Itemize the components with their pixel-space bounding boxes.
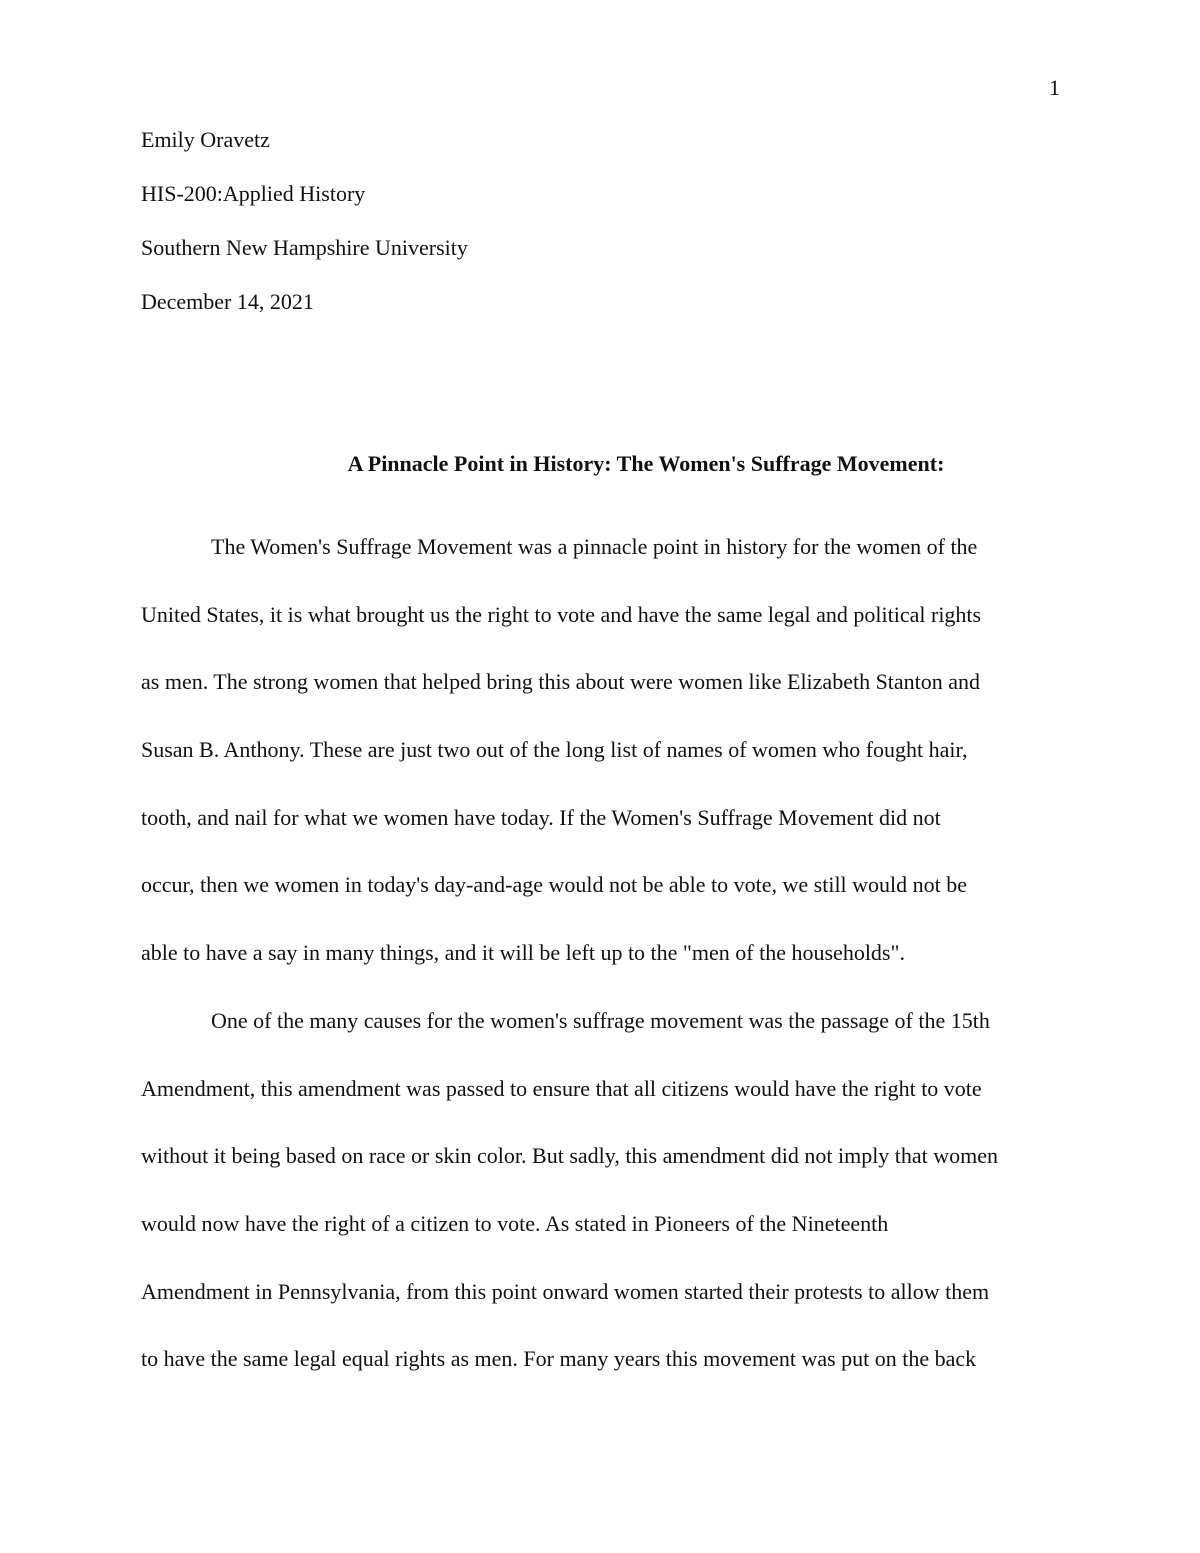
paragraph-2-line-6: to have the same legal equal rights as men. For many years this movement was put on the back (141, 1346, 977, 1372)
document-date: December 14, 2021 (141, 289, 314, 314)
paragraph-2-line-3: without it being based on race or skin color. But sadly, this amendment did not imply that women (141, 1143, 999, 1169)
paragraph-1-line-3: as men. The strong women that helped bring this about were women like Elizabeth Stanton and (141, 669, 981, 695)
document-title: A Pinnacle Point in History: The Women's Suffrage Movement: (347, 451, 945, 476)
author-name: Emily Oravetz (141, 127, 270, 152)
paragraph-1-line-1: The Women's Suffrage Movement was a pinnacle point in history for the women of the (211, 534, 978, 559)
body-text (141, 533, 1061, 1413)
paragraph-1-line-5: tooth, and nail for what we women have today. If the Women's Suffrage Movement did not (141, 804, 941, 830)
institution-name: Southern New Hampshire University (141, 235, 468, 260)
paragraph-2-line-2: Amendment, this amendment was passed to ensure that all citizens would have the right to vote (141, 1075, 982, 1101)
paragraph-2-line-1: One of the many causes for the women's suffrage movement was the passage of the 15th (211, 1007, 990, 1033)
paragraph-2-line-5: Amendment in Pennsylvania, from this point onward women started their protests to allow them (141, 1278, 990, 1304)
paragraph-1-line-4: Susan B. Anthony. These are just two out of the long list of names of women who fought hair, (141, 737, 968, 763)
page-number: 1 (1049, 75, 1060, 100)
paragraph-2-line-4: would now have the right of a citizen to vote. As stated in Pioneers of the Nineteenth (141, 1210, 889, 1236)
header-block (141, 126, 1061, 342)
course-name: HIS-200:Applied History (141, 181, 366, 206)
paragraph-1-line-6: occur, then we women in today's day-and-age would not be able to vote, we still would not be (141, 872, 968, 898)
paragraph-1-line-7: able to have a say in many things, and it will be left up to the "men of the households". (141, 940, 905, 966)
paragraph-1-line-2: United States, it is what brought us the right to vote and have the same legal and political rights (141, 601, 982, 627)
